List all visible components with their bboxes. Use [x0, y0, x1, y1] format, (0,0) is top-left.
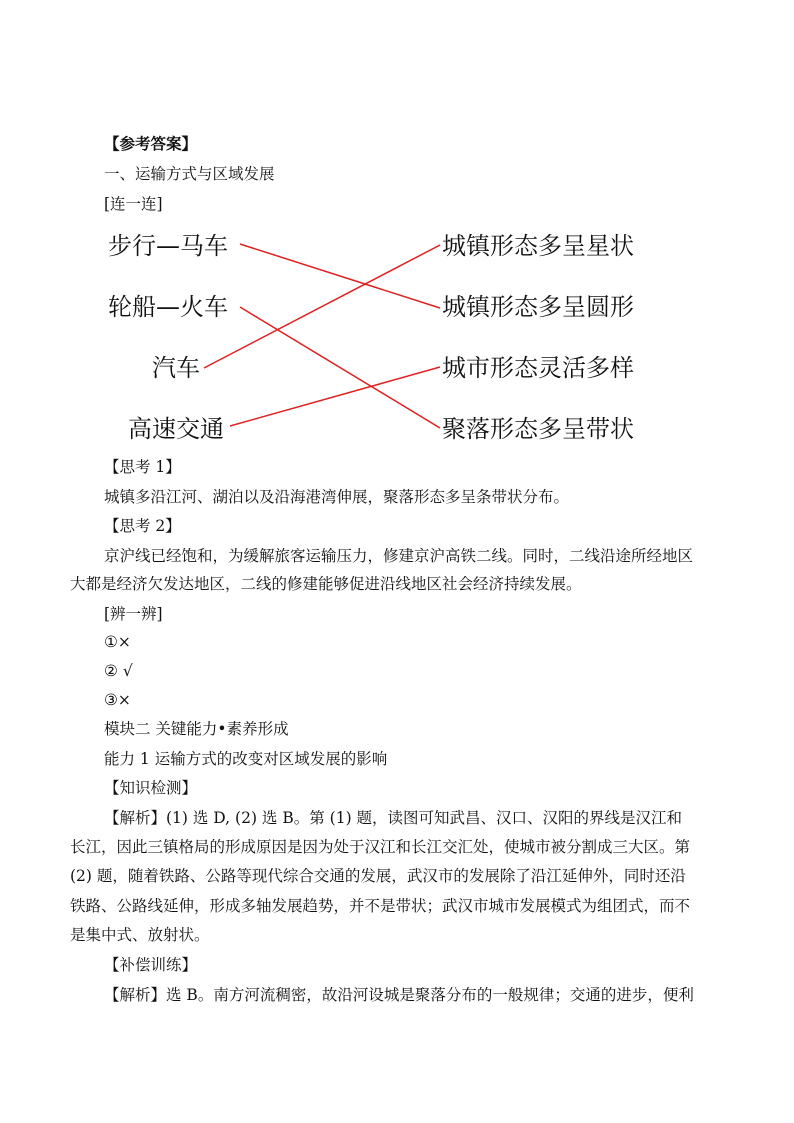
matching-exercise-label: [连一连]	[104, 195, 163, 213]
analysis-2-line-1: 【解析】选 B。南方河流稠密，故沿河设城是聚落分布的一般规律；交通的进步，便利	[104, 986, 694, 1004]
matching-diagram	[100, 222, 660, 452]
think-2-title: 【思考 2】	[104, 517, 181, 535]
match-left-2: 轮船—火车	[108, 293, 228, 321]
judge-exercise-label: [辨一辨]	[104, 605, 163, 623]
match-right-3: 城市形态灵活多样	[442, 354, 634, 382]
match-right-1: 城镇形态多呈星状	[442, 232, 634, 260]
think-2-line-2: 大都是经济欠发达地区，二线的修建能够促进沿线地区社会经济持续发展。	[70, 575, 582, 593]
match-line-1	[240, 244, 440, 308]
analysis-1-line-1: 【解析】(1) 选 D, (2) 选 B。第 (1) 题，读图可知武昌、汉口、汉阳的界线是汉江和	[104, 809, 683, 827]
knowledge-check-title: 【知识检测】	[104, 779, 198, 797]
analysis-1-line-2: 长江，因此三镇格局的形成原因是因为处于汉江和长江交汇处，使城市被分割成三大区。第	[70, 838, 691, 856]
section-1-title: 一、运输方式与区域发展	[104, 165, 275, 183]
match-line-3	[204, 245, 440, 368]
reference-answer-heading: 【参考答案】	[104, 134, 198, 153]
match-right-2: 城镇形态多呈圆形	[442, 293, 634, 321]
match-left-4: 高速交通	[128, 415, 224, 443]
match-lines	[204, 244, 440, 428]
judge-item-2: ② √	[104, 662, 133, 680]
module-2-title: 模块二 关键能力•素养形成	[104, 720, 289, 738]
match-left-3: 汽车	[152, 354, 200, 382]
think-1-title: 【思考 1】	[104, 458, 181, 476]
supplementary-training-title: 【补偿训练】	[104, 956, 198, 974]
judge-item-1: ①×	[104, 633, 131, 651]
match-line-4	[230, 367, 440, 426]
think-2-line-1: 京沪线已经饱和，为缓解旅客运输压力，修建京沪高铁二线。同时，二线沿途所经地区	[104, 547, 694, 565]
match-left-1: 步行—马车	[108, 232, 228, 260]
match-line-2	[240, 307, 440, 428]
analysis-1-line-5: 是集中式、放射状。	[70, 926, 210, 944]
match-right-4: 聚落形态多呈带状	[442, 415, 634, 443]
judge-item-3: ③×	[104, 691, 131, 709]
analysis-1-line-4: 铁路、公路线延伸，形成多轴发展趋势，并不是带状；武汉市城市发展模式为组团式，而不	[70, 897, 691, 915]
analysis-1-line-3: (2) 题，随着铁路、公路等现代综合交通的发展，武汉市的发展除了沿江延伸外，同时还沿	[70, 867, 686, 885]
think-1-text: 城镇多沿江河、湖泊以及沿海港湾伸展，聚落形态多呈条带状分布。	[104, 488, 570, 506]
ability-1-title: 能力 1 运输方式的改变对区域发展的影响	[104, 750, 388, 768]
